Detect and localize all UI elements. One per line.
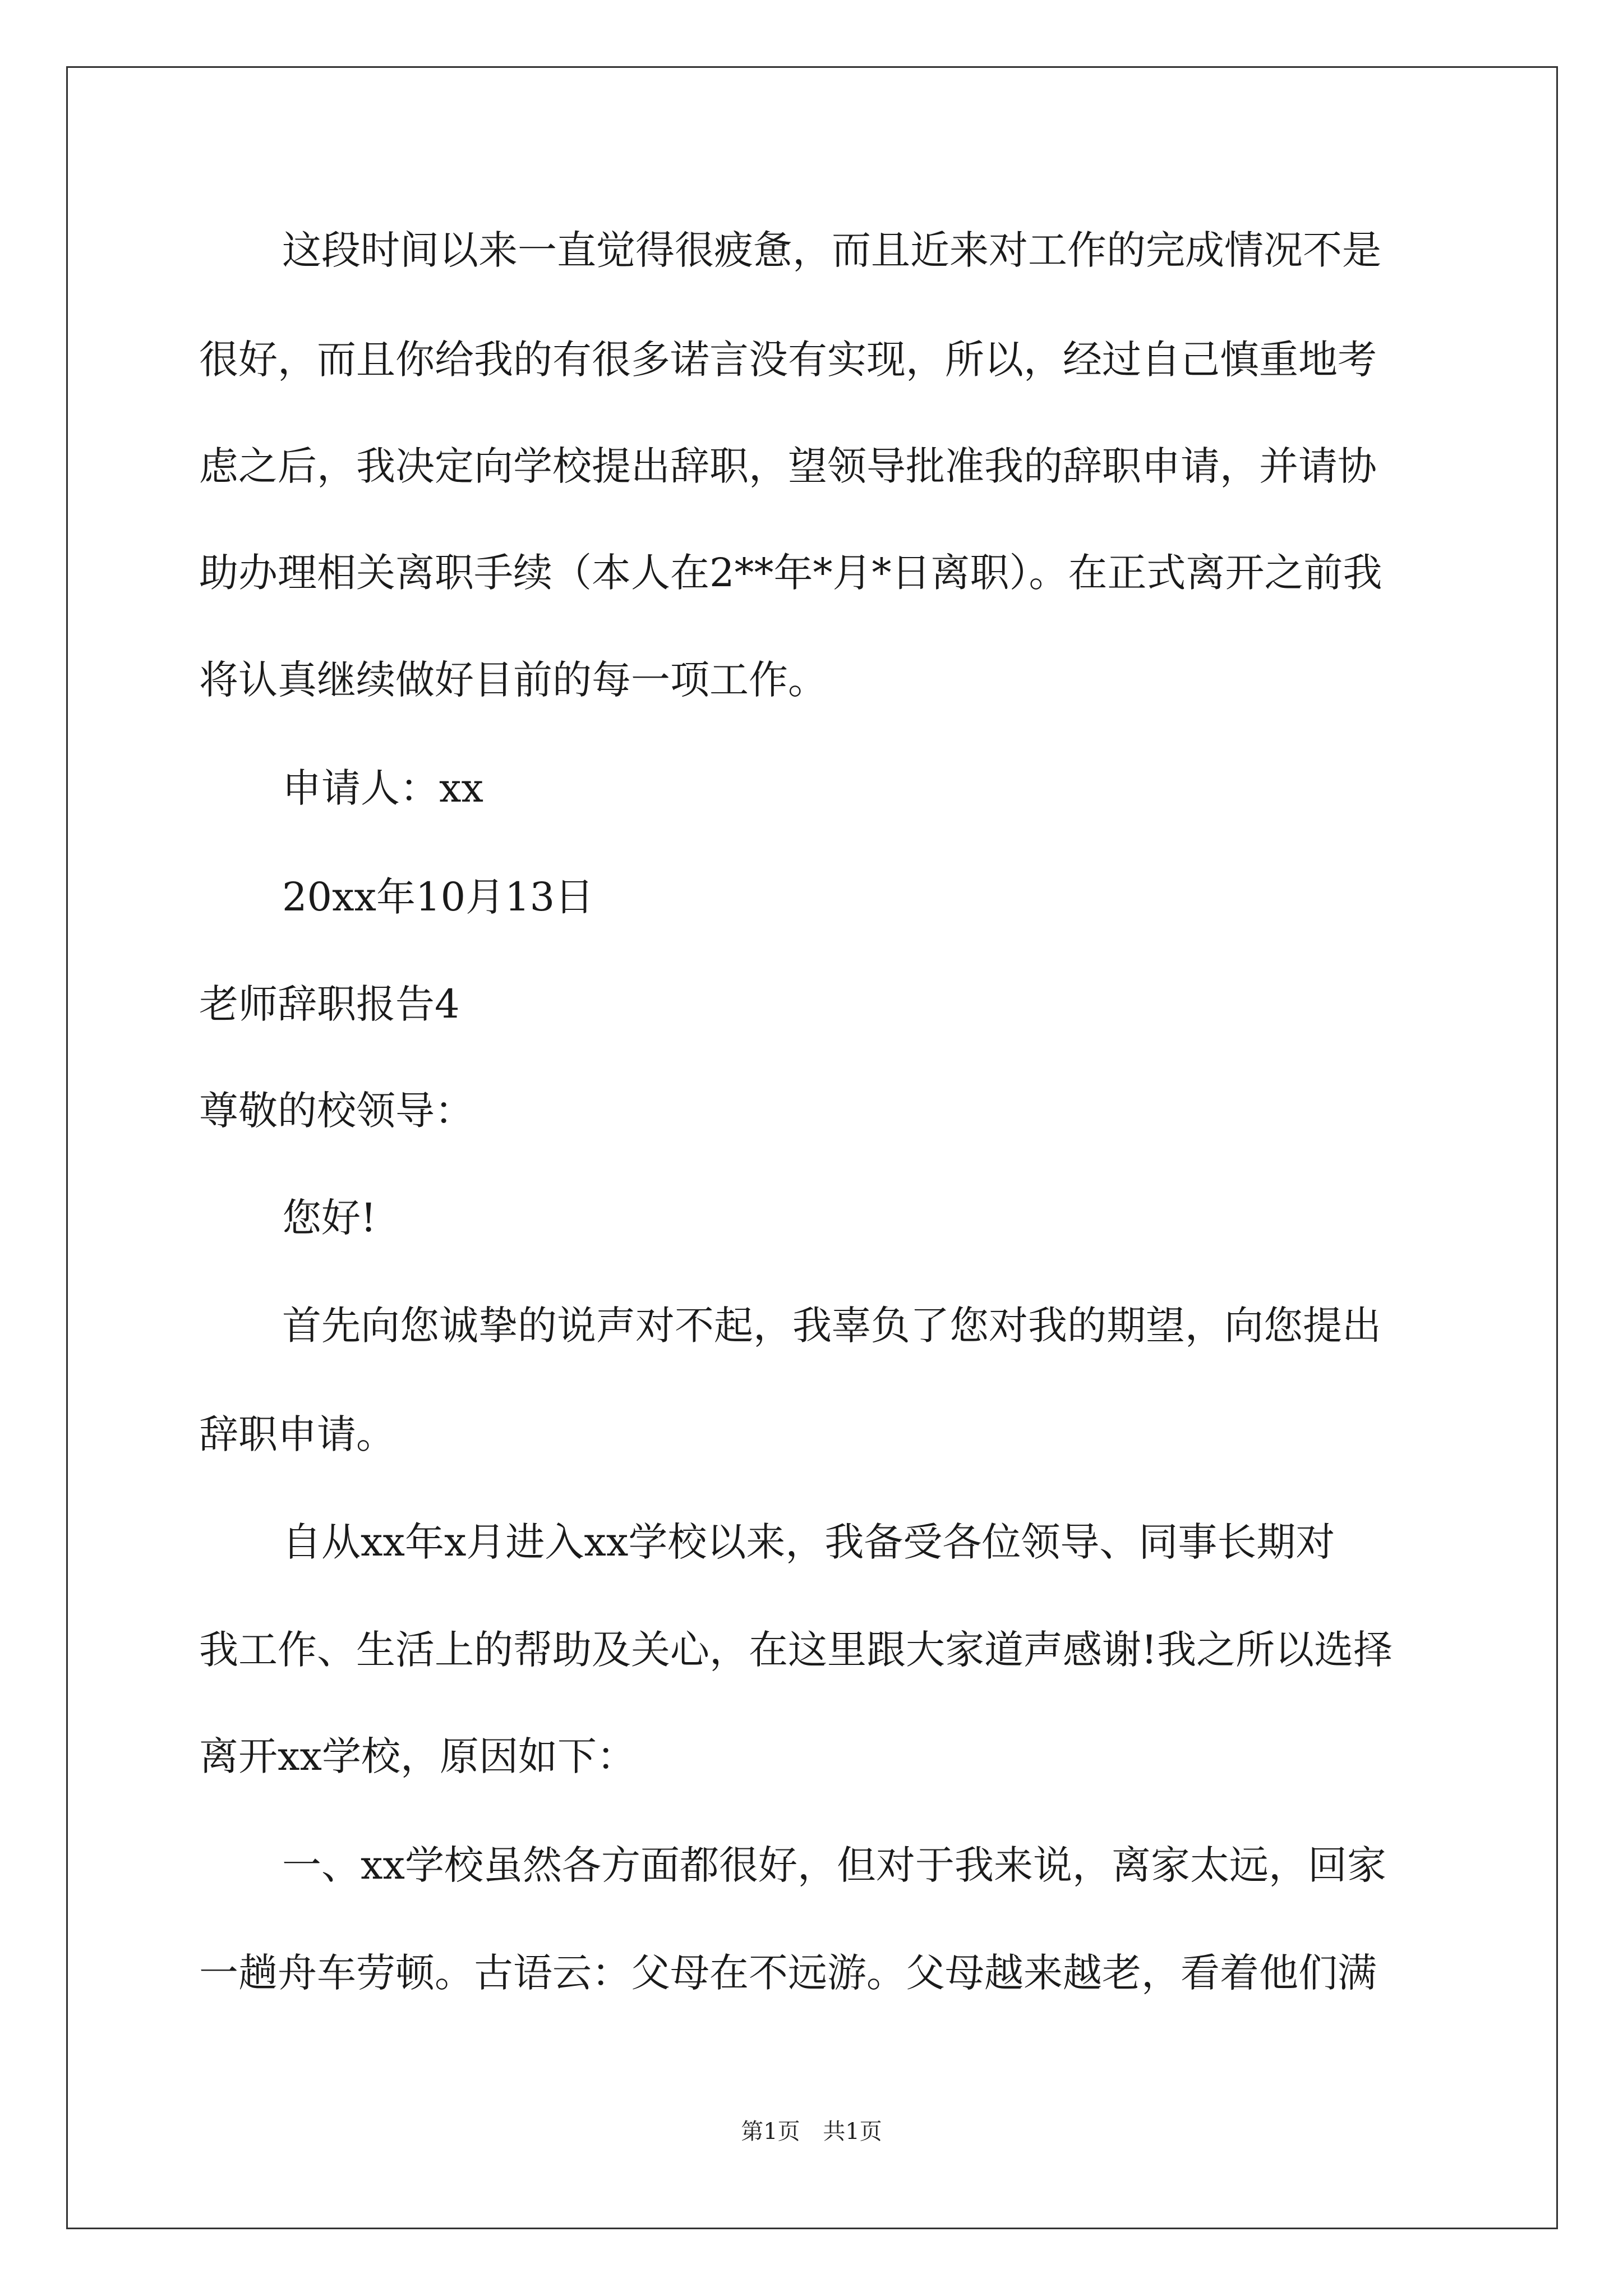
paragraph-line: 我工作、生活上的帮助及关心，在这里跟大家道声感谢!我之所以选择 bbox=[199, 1627, 1393, 1673]
paragraph-line: 首先向您诚挚的说声对不起，我辜负了您对我的期望，向您提出 bbox=[282, 1303, 1381, 1349]
date-line: 20xx年10月13日 bbox=[282, 874, 594, 920]
paragraph-line: 这段时间以来一直觉得很疲惫，而且近来对工作的完成情况不是 bbox=[282, 227, 1381, 273]
paragraph-line: 一、xx学校虽然各方面都很好，但对于我来说，离家太远，回家 bbox=[282, 1842, 1386, 1888]
page-border bbox=[66, 66, 1558, 2229]
paragraph-line: 离开xx学校，原因如下： bbox=[199, 1733, 636, 1779]
section-heading: 老师辞职报告4 bbox=[199, 981, 460, 1027]
paragraph-line: 辞职申请。 bbox=[199, 1411, 395, 1457]
paragraph-line: 很好，而且你给我的有很多诺言没有实现，所以，经过自己慎重地考 bbox=[199, 337, 1377, 383]
paragraph-line: 将认真继续做好目前的每一项工作。 bbox=[199, 657, 827, 703]
paragraph-line: 虑之后，我决定向学校提出辞职，望领导批准我的辞职申请，并请协 bbox=[199, 443, 1377, 489]
paragraph-line: 助办理相关离职手续（本人在2**年*月*日离职）。在正式离开之前我 bbox=[199, 550, 1382, 596]
greeting: 您好! bbox=[282, 1195, 377, 1241]
salutation: 尊敬的校领导： bbox=[199, 1088, 474, 1134]
applicant-line: 申请人：xx bbox=[282, 765, 483, 811]
paragraph-line: 一趟舟车劳顿。古语云：父母在不远游。父母越来越老，看着他们满 bbox=[199, 1950, 1377, 1996]
page-footer bbox=[0, 2116, 1623, 2147]
paragraph-line: 自从xx年x月进入xx学校以来，我备受各位领导、同事长期对 bbox=[282, 1519, 1335, 1565]
page-total: 共1页 bbox=[823, 2119, 882, 2145]
page-number: 第1页 bbox=[741, 2119, 800, 2145]
